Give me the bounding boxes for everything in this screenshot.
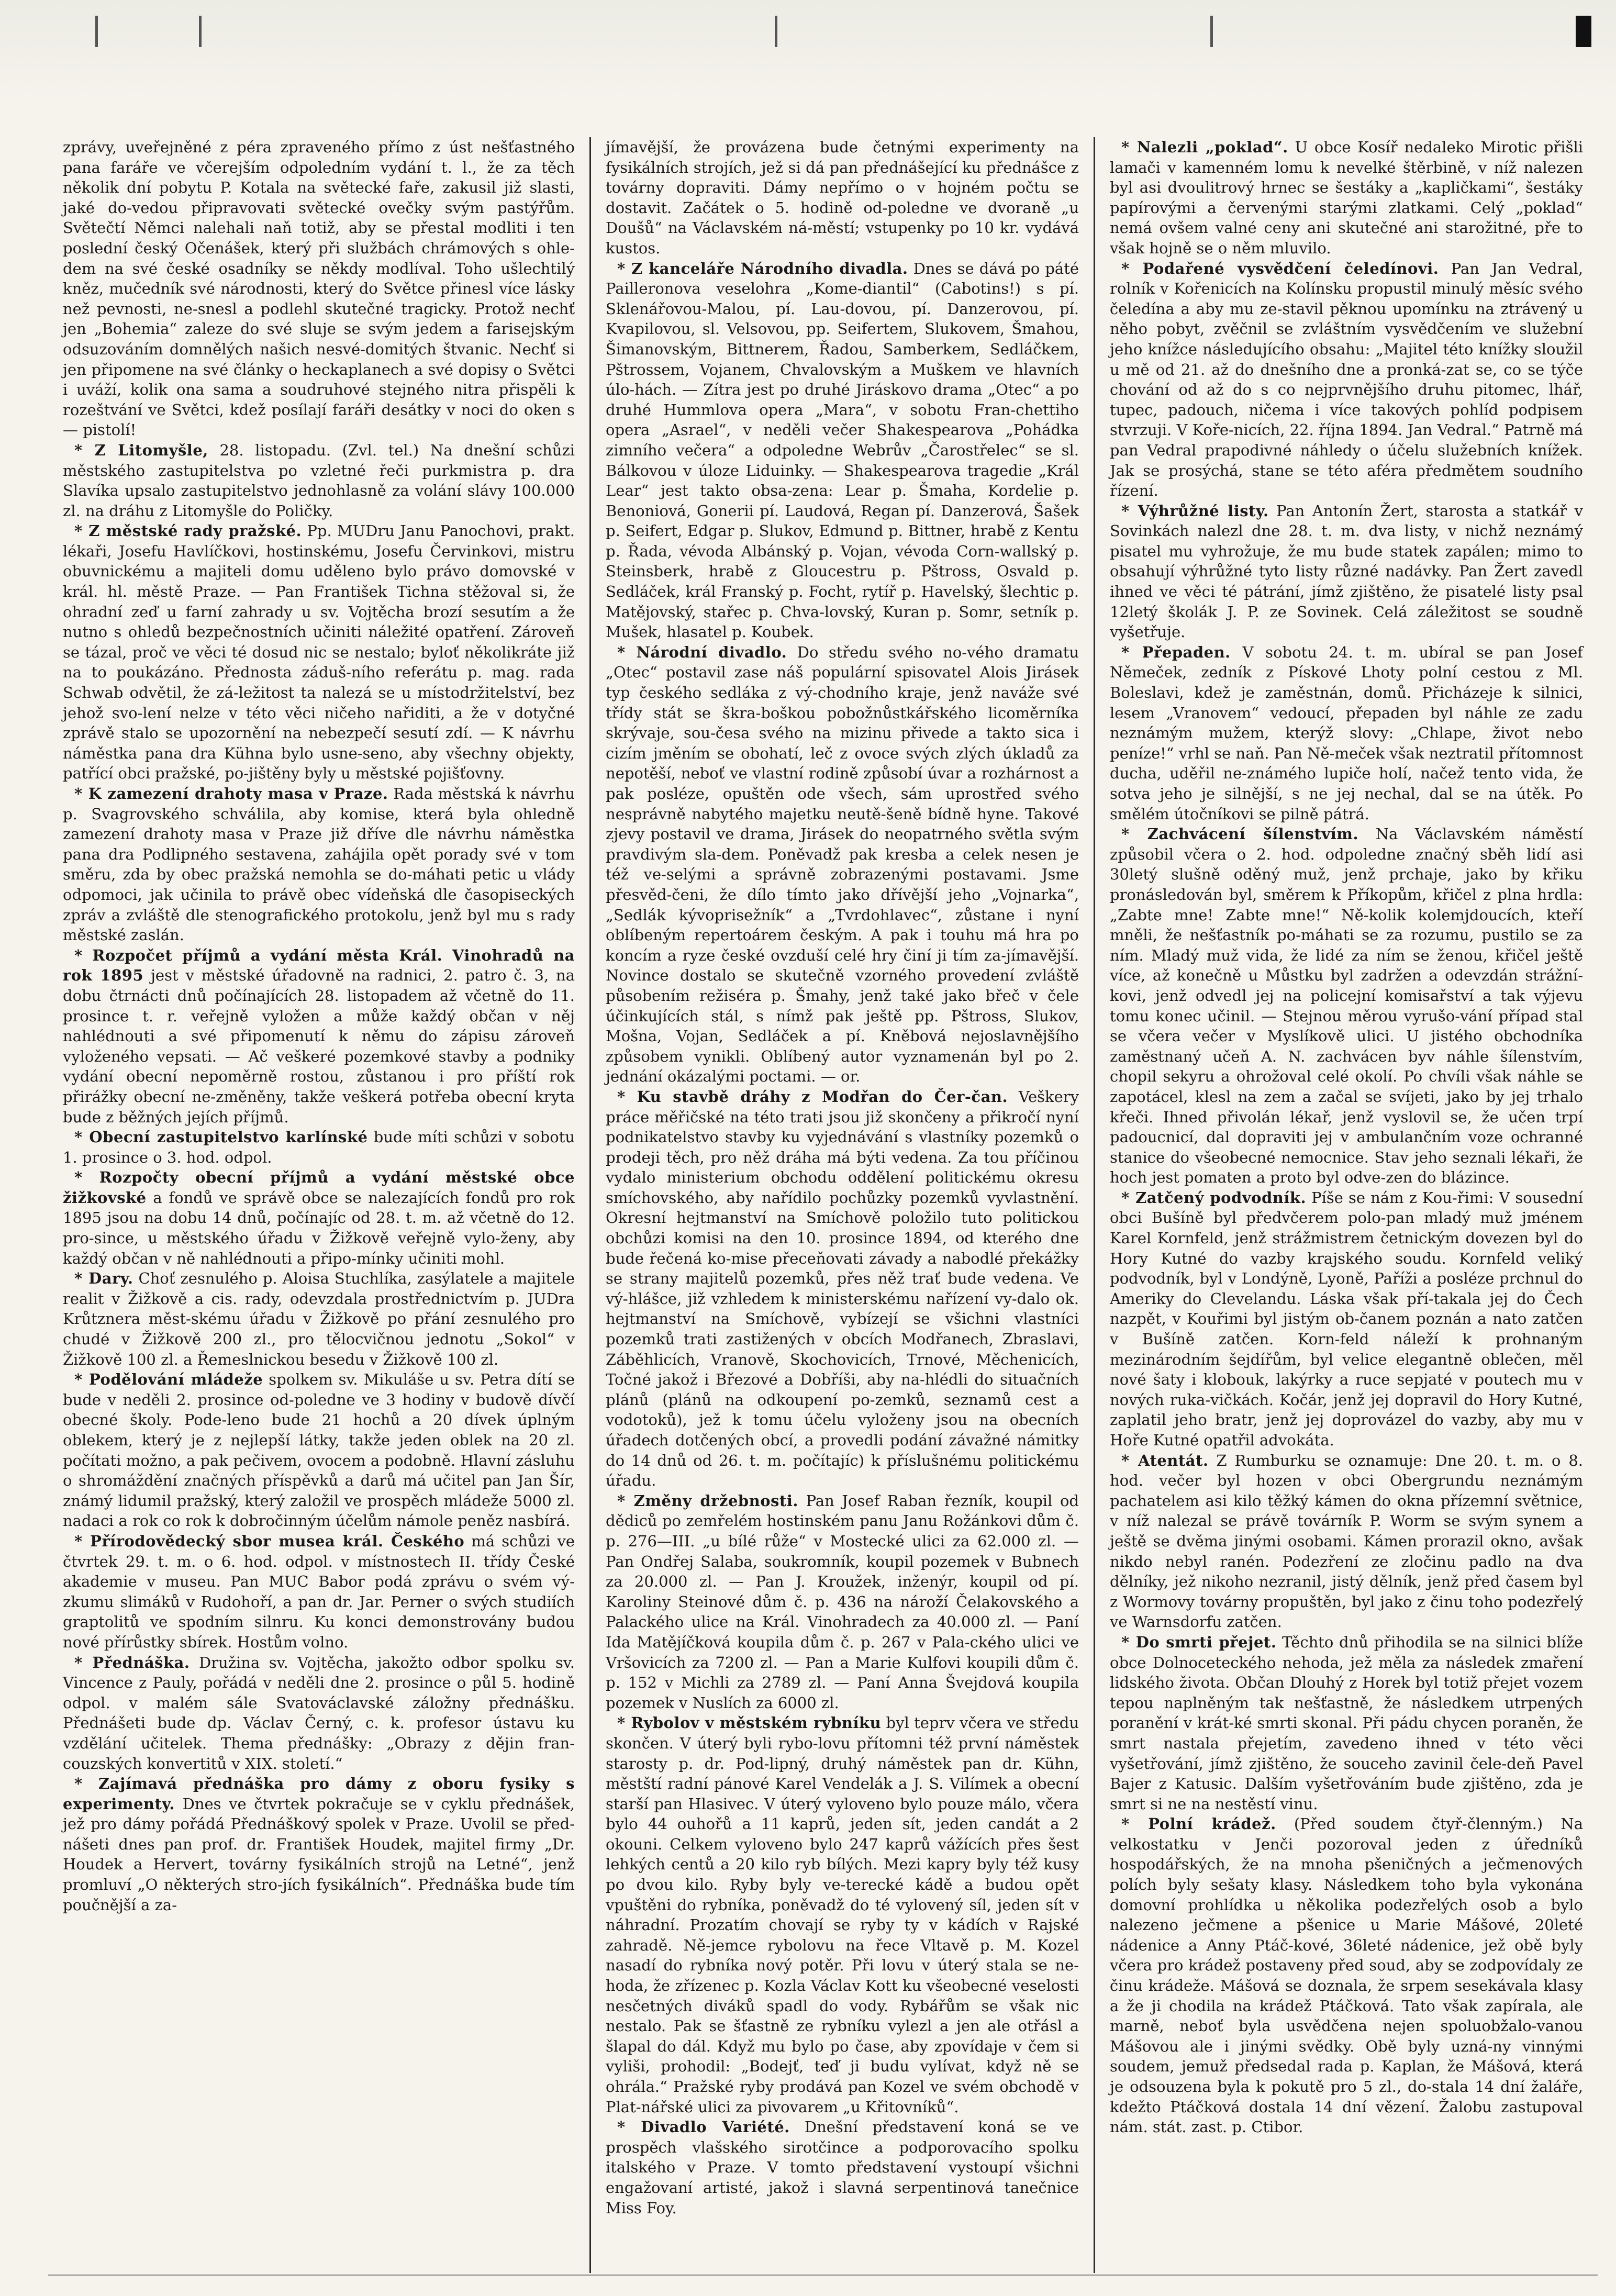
news-item-heading: * Rozpočet příjmů a vydání města Král. Vinohradů na rok 1895 [63, 946, 575, 985]
news-item-text: Dnes se dává po páté Pailleronova veselohra „Kome-diantil“ (Cabotins!) s pí. Sklenářovou-Malou, pí. Lau-dovou, pí. Danzerovou, pí. Kvapilovou, sl. Velsovou, pp. Seifertem, Slukovem, Šmahou, Šimanovským, Bittnerem, Řadou, Samberkem, Sedláčkem, Pštrossem, Vojanem, Chvalovským a Muškem ve hlavních úlo-hách. — Zítra jest po druhé Jiráskovo drama „Otec“ a po druhé Hummlova opera „Mara“, v sobotu Fran-chettiho opera „Asrael“, v neděli večer Shakespearova „Pohádka zimního večera“ a odpoledne Webrův „Čarostřelec“ se sl. Bálkovou v úloze Liduinky. — Shakespearova tragedie „Král Lear“ jest takto obsa-zena: Lear p. Šmaha, Kordelie p. Benoniová, Gonerii pí. Laudová, Regan pí. Danzerová, Šašek p. Seifert, Edgar p. Slukov, Edmund p. Bittner, hrabě z Kentu p. Řada, vévoda Albánský p. Vojan, vévoda Corn-wallský p. Steinsberk, hrabě z Gloucestru p. Pštross, Osvald p. Sedláček, král Franský p. Focht, rytíř p. Havelský, šlechtic p. Matějovský, stařec p. Chva-lovský, Kuran p. Somr, setník p. Mušek, hlasatel p. Koubek. [606, 259, 1079, 641]
news-item [606, 2117, 1079, 2218]
news-item [63, 1167, 575, 1268]
news-item-text: má schůzi ve čtvrtek 29. t. m. o 6. hod. odpol. v místnostech II. třídy České akademie v museu. Pan MUC Babor podá zprávu o svém vý-zkumu slimáků v Rudohoří, a pan dr. Jar. Perner o svých studiích graptolitů ve spodním silnru. Ku konci demonstrovány budou nové přírůstky sbírek. Hostům volno. [63, 1532, 575, 1651]
news-item [606, 1087, 1079, 1491]
news-item [1110, 1814, 1583, 2137]
news-item-text: a fondů ve správě obce se nalezajících fondů pro rok 1895 jsou na dobu 14 dnů, počínajíc od 28. t. m. až včetně do 12. pro-since, u městského úřadu v Žižkově veřejně vylo-ženy, aby každý občan v ně nahlédnouti a připo-mínky učiniti mohl. [63, 1188, 575, 1267]
news-item-text: Dnešní představení koná se ve prospěch vlašského sirotčince a podporovacího spolku italského v Praze. V tomto představení vystoupí všichni engažovaní artisté, jakož i slavná serpentinová tanečnice Miss Foy. [606, 2118, 1079, 2217]
news-item-heading: * Ku stavbě dráhy z Modřan do Čer-čan. [617, 1087, 1008, 1106]
news-item [606, 1713, 1079, 2117]
news-item-text: Pan Jan Vedral, rolník v Kořenicích na Kolínsku propustil minulý měsíc svého čeledína a aby mu ze-stavil pěknou upomínku na ztrávený u něho pobyt, zvěčnil se zvláštním vysvědčením ve služební jeho knížce následujícího obsahu: „Majitel této knížky sloužil u mě od 21. až do dnešního dne a pronká-zat se, co se týče chování od až do s co nejprvnějšího druhu pitomec, lhář, tupec, padouch, ničema i více takových pohlíd podpisem stvrzuji. V Koře-nicích, 22. října 1894. Jan Vedral.“ Patrně má pan Vedral prapodivné náhledy o účelu služebních knížek. Jak se prosýchá, stane se této aféra předmětem soudního řízení. [1110, 259, 1584, 500]
news-item [1110, 259, 1583, 501]
page-edge-mark [1576, 16, 1591, 47]
news-item-heading: * Polní krádež. [1121, 1815, 1276, 1833]
news-item [1110, 1632, 1583, 1814]
page-edge-mark [199, 16, 202, 47]
news-item-heading: * Z kanceláře Národního divadla. [617, 259, 908, 277]
page-top-margin [0, 0, 1616, 99]
news-item-text: Pan Antonín Žert, starosta a statkář v Sovinkách nalezl dne 28. t. m. dva listy, v nichž neznámý pisatel mu vyhrožuje, že mu bude statek zapálen; mimo to obsahují výhrůžné tyto listy různé nadávky. Pan Žert zavedl ihned ve věci té pátrání, jímž zjištěno, že pisatelé listy psal 12letý školák J. P. ze Sovinek. Celá záležitost se soudně vyšetřuje. [1110, 501, 1584, 641]
news-item [1110, 137, 1583, 259]
news-item-text: jímavější, že provázena bude četnými experimenty na fysikálních strojích, jež si dá pan přednášející ku přednášce z továrny dopraviti. Dámy nepřímo o v hojném počtu se dostavit. Začátek o 5. hodině od-poledne ve dvoraně „u Doušů“ na Václavském ná-městí; vstupenky po 10 kr. vydává kustos. [606, 138, 1079, 257]
news-item-heading: * K zamezení drahoty masa v Praze. [74, 785, 388, 803]
news-item-heading: * Nalezli „poklad“. [1121, 138, 1288, 156]
news-item-text: zprávy, uveřejněné z péra zpraveného přímo z úst nešťastného pana faráře ve včerejším odpoledním vydání t. l., že za těch několik dní pobytu P. Kotala na světecké faře, zakusil již slasti, jaké do-vedou připravovati světecké ovečky svým pastýřům. Světečtí Němci nalehali naň totiž, aby se přestal modliti i ten poslední český Očenášek, který při službách chrámových s ohle-dem na své české osadníky se někdy modlíval. Toho ušlechtilý kněz, mučedník své národnosti, který do Světce přinesl více lásky než pevnosti, ne-snesl a podlehl skutečné tragicky. Protož nechť jen „Bohemia“ zaleze do své sluje se svým jedem a farisejským odsuzováním domnělých našich nesvé-domitých štvanic. Nechť si jen připomene na své články o heckaplanech a své dopisy o Světci i uváží, kolik ona sama a soudruhové stejného nitra přispěli k rozeštvání ve Světci, kdež posílají faráři desátky v noci do oken s — pistolí! [63, 138, 575, 439]
news-item-heading: * Rozpočty obecní příjmů a vydání městské obce žižkovské [63, 1168, 575, 1207]
news-item-heading: * Do smrti přejet. [1121, 1633, 1277, 1651]
news-item-text: Do středu svého no-vého dramatu „Otec“ postavil zase náš populární spisovatel Alois Jirásek typ českého sedláka z vý-chodního kraje, jenž naváže své třídy stát se škra-boškou pobožnůstkářského licoměrníka skrývaje, sou-česa svého na mizinu přivede a takto sica i cizím jměním se obohatí, leč z ovoce svých zlých úkladů za nepotěší, neboť ve vlastní rodině způsobí úvar a rozhárnost a pak posléze, opuštěn ode všech, sám uprostřed svého nesprávně nabytého majetku neutě-šeně bídně hyne. Takové zjevy postavil ve drama, Jirásek do neopatrného světla svým pravdivým sla-dem. Poněvadž pak kresba a celek nesen je též ve-selými a správně zobrazenými postavami. Jsme přesvěd-čeni, že dílo tímto jako dřívější jeho „Vojnarka“, „Sedlák kývoprisežník“ a „Tvrdohlavec“, zůstane i nyní oblíbeným repertoárem českým. A pak i touhu má hra po koncím a ryze české ovzduší celé hry činí ji tím za-jímavější. Novince dostalo se skutečně vzorného provedení zvláště působením režiséra p. Šmahy, jenž také jako břeč v čele účinkujících stál, s nímž pak ještě pp. Pštross, Slukov, Mošna, Vojan, Sedláček a pí. Kněbová nejoslavnějšího způsobem vynikli. Oblíbený autor vyznamenán byl po 2. jednání okázalými poctami. — or. [606, 643, 1079, 1086]
news-item [63, 1127, 575, 1167]
news-item [63, 1369, 575, 1531]
news-item [606, 1491, 1079, 1713]
news-item-heading: * Výhrůžné listy. [1121, 501, 1269, 520]
news-item-text: Rada městská k návrhu p. Svagrovského schválila, aby komise, která byla ohledně zamezení drahoty masa v Praze již dříve dle návrhu náměstka pana dra Podlipného sestavena, zahájila opět porady své v tom směru, zda by obec pražská nemohla se do-máhati petic u vlády odpomoci, jak učinila to právě obec vídeňská dle časopiseckých zpráv a zvláště dle stenografického protokolu, jenž byl mu s rady městské zaslán. [63, 785, 575, 944]
news-item [1110, 501, 1583, 642]
article-columns [48, 137, 1598, 2273]
news-item-text: byl teprv včera ve středu skončen. V úterý byli rybo-lovu přítomni též první náměstek starosty p. dr. Pod-lipný, druhý náměstek pan dr. Kühn, městští radní pánové Karel Vendelák a J. S. Vilímek a obecní starší pan Hlasivec. V úterý vyloveno bylo pouze málo, včera bylo 44 ouhořů a 11 kaprů, jeden sít, jeden candát a 2 okouni. Celkem vyloveno bylo 247 kaprů vážících přes šest lehkých centů a 20 kilo ryb bílých. Mezi kapry byly též kusy po dvou kilo. Ryby byly ve-terecké kádě a budou opět vpuštěni do rybníka, poněvadž do té vylovený síl, jeden sít v náhradní. Prozatím chovají se ryby ty v kádích v Rajské zahradě. Ně-jemce rybolovu na řece Vltavě p. M. Kozel nasadí do rybníka nový potěr. Při lovu v úterý stala se ne-hoda, že zřízenec p. Kozla Václav Kott ku všeobecné veselosti nesčetných diváků spadl do vody. Rybářům se však nic nestalo. Pak se šťastně ze rybníku vylezl a jen ale otřásl a šlapal do dál. Když mu bylo po čase, aby zpovídaje v čem si vyliši, prohodil: „Bodejť, teď ji budu vylívat, když ně se ohrála.“ Pražské ryby prodává pan Kozel ve svém obchodě v Plat-nářské ulici za pivovarem „u Křitovníků“. [606, 1714, 1079, 2116]
page-edge-mark [1210, 16, 1213, 47]
column-3 [1094, 137, 1598, 2273]
news-item-text: Píše se nám z Kou-řimi: V sousední obci Bušíně byl předvčerem polo-pan mladý muž jménem Karel Kornfeld, jenž strážmistrem četnickým dovezen byl do Hory Kutné do vazby krajského soudu. Kornfeld veliký podvodník, byl v Londýně, Lyoně, Paříži a posléze prchnul do Ameriky do Clevelandu. Láska však pří-takala jej do Čech nazpět, v Kouřimi byl jistým ob-čanem poznán a nato zatčen v Bušíně zatčen. Korn-feld náleží k prohnaným mezinárodním šejdířům, byl velice elegantně oblečen, měl nové šaty i klobouk, lakýrky a ruce sepjaté v poutech mu v nových ruka-vičkách. Kočár, jenž jej dopravil do Hory Kutné, zaplatil jeho bratr, jenž jej doprovázel do vazby, aby mu v Hoře Kutné opatřil advokáta. [1110, 1188, 1583, 1449]
bottom-rule [48, 2275, 1598, 2276]
column-2 [589, 137, 1094, 2273]
news-item-heading: * Zajímavá přednáška pro dámy z oboru fysiky s experimenty. [63, 1775, 575, 1813]
news-item-heading: * Zatčený podvodník. [1121, 1188, 1307, 1207]
article-continuation [63, 137, 575, 440]
page-edge-mark [775, 16, 777, 47]
news-item-heading: * Z Litomyšle, [74, 441, 208, 459]
news-item-heading: * Dary. [74, 1269, 133, 1288]
news-item-text: Pan Josef Raban řezník, koupil od dědiců po zemřelém hostinském panu Janu Rožánkovi dům č. p. 276—III. „u bílé růže“ v Mostecké ulici za 62.000 zl. — Pan Ondřej Salaba, soukromník, koupil pozemek v Bubnech za 20.000 zl. — Pan J. Kroužek, inženýr, koupil od pí. Karoliny Steinové dům č. p. 436 na nároží Čelakovského a Palackého ulice na Král. Vinohradech za 40.000 zl. — Paní Ida Matějíčková koupila dům č. p. 267 v Pala-ckého ulici ve Vršovicích za 7200 zl. — Pan a Marie Kulfovi koupili dům č. p. 152 v Michli za 2789 zl. — Paní Anna Švejdová koupila pozemek v Nuslích za 6000 zl. [606, 1491, 1079, 1712]
news-item-heading: * Z městské rady pražské. [74, 522, 302, 540]
news-item-heading: * Obecní zastupitelstvo karlínské [74, 1128, 368, 1146]
news-item-text: V sobotu 24. t. m. ubíral se pan Josef Němeček, zedník z Pískové Lhoty polní cestou z Ml. Boleslavi, kdež je zaměstnán, domů. Přicházeje k silnici, lesem „Vranovem“ vedoucí, přepaden byl náhle ze zadu neznámým mužem, kterýž slovy: „Chlape, život nebo peníze!“ vrhl se naň. Pan Ně-meček však neztratil přítomnost ducha, uděřil ne-známého lupiče holí, načež tento vida, že sotva jeho je silnější, s ne jej nechal, dal se na útěk. Po smělém útočníkovi se pilně pátrá. [1110, 643, 1584, 823]
news-item [1110, 824, 1583, 1188]
news-item-heading: * Podařené vysvědčení čeledínovi. [1121, 259, 1439, 277]
news-item-text: Veškery práce měřičské na této trati jsou již skončeny a přikročí nyní podnikatelstvo stavby ku vyjednávání s vlastníky pozemků o prodeji těch, pro něž dráha má býti vedena. Za tou příčinou vydalo ministerium obchodu oddělení politickému okresu smíchovského, aby nařídilo pochůzky pozemků vyvlastnění. Okresní hejtmanství na Smíchově položilo tuto politickou obchůzi komisi na den 10. prosince 1894, od kterého dne bude řečená ko-mise přeceňovati závady a nabodlé překážky se strany majitelů pozemků, přes něž trať bude vedena. Ve vý-hlášce, již vzhledem k ministerskému nařízení vy-dalo ok. hejtmanství na Smíchově, vybízejí se všichni vlastníci pozemků trati zastižených v obcích Modřanech, Zbraslavi, Záběhlicích, Vranově, Skochovicích, Trnové, Měchenicích, Točné jakož i Březové a Dobříši, aby na-hlédli do situačních plánů (plánů na odkoupení po-zemků, seznamů cest a vodotoků), jež k tomu účelu vyloženy jsou na obecních úřadech dotčených obcí, a provedli podání závažné námitky do 14 dnů od 26. t. m. počítajíc) k příslušnému politickému úřadu. [606, 1087, 1079, 1490]
news-item-text: Pp. MUDru Janu Panochovi, prakt. lékaři, Josefu Havlíčkovi, hostinskému, Josefu Červinkovi, mistru obuvnickému a majiteli domu uděleno bylo právo domovské v král. hl. městě Praze. — Pan František Tichna stěžoval si, že ohradní zeď u farní zahrady u sv. Vojtěcha brozí sesutím a že nutno s ohledů bezpečnostních učiniti náležité opatření. Zároveň se tázal, proč ve věci té dosud nic se nestalo; byloť několikráte již na to poukázáno. Přednosta záduš-ního referátu p. mag. rada Schwab odvětil, že zá-ležitost ta nalezá se u místodržitelství, bez jehož svo-lení nelze v této věci ničeho nařiditi, a že v dotyčné zprávě stalo se upozornění na nebezpečí sesutí zdí. — K návrhu náměstka pana dra Kühna bylo usne-seno, aby všechny objekty, patřící obci pražské, po-jištěny byly u městské pojišťovny. [63, 522, 575, 783]
news-item-heading: * Rybolov v městském rybníku [617, 1714, 882, 1732]
news-item-text: Z Rumburku se oznamuje: Dne 20. t. m. o 8. hod. večer byl hozen v obci Obergrundu neznámým pachatelem asi kilo těžký kámen do okna přízemní světnice, v níž nalezal se právě továrník P. Worm se svým synem a ještě se dvěma jinými osobami. Kámen prorazil okno, avšak nikdo nebyl ranén. Podezření ze zločinu padlo na dva dělníky, jež nikoho nezranil, jistý dělník, jenž před časem byl z Wormovy továrny propuštěn, byl jako z činu toho podezřelý ve Warnsdorfu zatčen. [1110, 1451, 1583, 1631]
news-item-heading: * Podělování mládeže [74, 1370, 263, 1389]
news-item-heading: * Změny držebnosti. [617, 1491, 798, 1510]
news-item [63, 440, 575, 521]
news-item-heading: * Přírodovědecký sbor musea král. Českého [74, 1532, 465, 1550]
news-item-heading: * Národní divadlo. [617, 643, 787, 661]
news-item [63, 1653, 575, 1774]
news-item-text: (Před soudem čtyř-členným.) Na velkostatku v Jenči pozoroval jeden z úředníků hospodářských, že na mnoha pšeničných a ječmenových polích byly sešaty klasy. Následkem toho byla vykonána domovní prohlídka u několika podezřelých osob a bylo nalezeno ječmene a pšenice u Marie Mášové, 20leté nádenice a Anny Ptáč-kové, 36leté nádenice, jež obě byly včera pro krádež postaveny před soud, aby se zodpovídaly ze činu krádeže. Mášová se doznala, že srpem sesekávala klasy a že ji chodila na krádež Ptáčková. Tato však zapírala, ale marně, neboť byla usvědčena nejen spoluobžalo-vanou Mášovou ale i jinými svědky. Obě byly uzná-ny vinnými soudem, jemuž předsedal rada p. Kaplan, že Mášová, která je odsouzena byla k pokutě pro 5 zl., do-stala 14 dní žaláře, kdežto Ptáčková dostala 14 dní vězení. Žalobu zastupoval nám. stát. zast. p. Ctibor. [1110, 1815, 1583, 2136]
news-item [1110, 642, 1583, 824]
news-item-text: spolkem sv. Mikuláše u sv. Petra dítí se bude v neděli 2. prosince od-poledne ve 3 hodiny v budově dívčí obecné školy. Pode-leno bude 21 hochů a 20 dívek úplným oblekem, který je z nejlepší látky, takže jeden oblek na 20 zl. počítati možno, a pak pečivem, ovocem a podobně. Hlavní zásluhu o shromáždění značných příspěvků a darů má učitel pan Jan Šír, známý lidumil pražský, který založil ve prospěch mládeže 5000 zl. nadaci a rok co rok k dobročinným účelům námole peněz nasbírá. [63, 1370, 575, 1530]
article-continuation [606, 137, 1079, 259]
news-item [63, 1268, 575, 1369]
news-item-text: Družina sv. Vojtěcha, jakožto odbor spolku sv. Vincence z Pauly, pořádá v neděli dne 2. prosince o půl 5. hodině odpol. v malém sále Svatováclavské záložny přednášku. Přednášeti bude dp. Václav Černý, c. k. profesor ústavu ku vzdělání učitelek. Thema přednášky: „Obrazy z dějin fran-couzských konvertitů v XIX. století.“ [63, 1653, 575, 1773]
news-item [606, 259, 1079, 642]
page-edge-mark [95, 16, 98, 47]
news-item-heading: * Přednáška. [74, 1653, 190, 1671]
news-item [63, 945, 575, 1127]
news-item-text: U obce Kosíř nedaleko Mirotic přišli lamači v kamenném lomu k nevelké štěrbině, v níž nalezen byl asi dvoulitrový hrnec se šestáky a „kapličkami“, šestáky papírovými a červenými starými zlatkami. Celý „poklad“ nemá ovšem valné ceny ani skutečné ani starožitné, pře to však hojně se o něm mluvilo. [1110, 138, 1584, 257]
news-item [1110, 1188, 1583, 1451]
news-item-text: Těchto dnů přihodila se na silnici blíže obce Dolnoceteckého nehoda, jež měla za následek zmaření lidského života. Občan Dlouhý z Horek byl totiž přejet vozem tepou naplněným tak nešťastně, že následkem utrpených poranění v krát-ké smrti skonal. Při pádu chycen poraněn, že smrt nastala přejetím, zavedeno ihned v této věci vyšetřování, jímž zjištěno, že souceho zavinil čele-deň Pavel Bajer z Katusic. Dalším vyšetřováním bude zjištěno, zda je smrt si ne na nestěstí vinu. [1110, 1633, 1584, 1813]
news-item-text: 28. listopadu. (Zvl. tel.) Na dnešní schůzi městského zastupitelstva po vzletné řeči purkmistra p. dra Slavíka upsalo zastupitelstvo jednohlasně za volání slávy 100.000 zl. na dráhu z Litomyšle do Poličky. [63, 441, 575, 520]
news-item [63, 784, 575, 945]
news-item-text: Dnes ve čtvrtek pokračuje se v cyklu přednášek, jež pro dámy pořádá Přednáškový spolek v Praze. Uvolil se před-nášeti dnes pan prof. dr. František Houdek, majitel firmy „Dr. Houdek a Hervert, továrny fysikálních strojů na Letné“, jenž promluví „O některých stro-jích fysikálních“. Přednáška bude tím poučnější a za- [63, 1795, 575, 1914]
news-item-text: bude míti schůzi v sobotu 1. prosince o 3. hod. odpol. [63, 1128, 575, 1166]
news-item-text: Na Václavském náměstí způsobil včera o 2. hod. odpoledne značný sběh lidí asi 30letý slušně oděný muž, jenž prchaje, jako by křiku pronásledován byl, směrem k Příkopům, křičel z plna hrdla: „Zabte mne! Zabte mne!“ Ně-kolik kolemjdoucích, kteří mněli, že nešťastník po-máhati se za rozumu, pustilo se za ním. Mladý muž vida, že lidé za ním se ženou, křičel ještě více, až konečně u Můstku byl zadržen a odevzdán strážní-kovi, jenž odvedl jej na policejní komisařství a tak výjevu tomu konec učinil. — Stejnou měrou vyrušo-vání případ stal se včera večer v Myslíkově ulici. U jistého obchodníka zaměstnaný učeň A. N. zachvácen byv náhle šílenstvím, chopil sekyru a ohrožoval celé okolí. Po chvíli však náhle se zapotácel, klesl na zem a začal se svíjeti, jako by jej trhalo křeči. Ihned přivolán lékař, jenž vyslovil se, že učen trpí padoucnicí, dal dopraviti jej v ambulančním voze ochranné stanice do všeobecné nemocnice. Stav jeho seznali lékaři, že hoch jest pomaten a proto byl odve-zen do blázince. [1110, 825, 1583, 1187]
news-item-heading: * Atentát. [1121, 1451, 1209, 1469]
news-item-heading: * Divadlo Variété. [617, 2118, 790, 2136]
news-item-text: jest v městské úřadovně na radnici, 2. patro č. 3, na dobu čtrnácti dnů počínajících 28. listopadem až včetně do 11. prosince t. r. veřejně vyložen a může každý občan v něj nahlédnouti a své připomenutí k němu do zápisu zároveň vyloženého vepsati. — Ač veškeré pozemkové stavby a podniky vydání obecní nepoměrně rostou, zůstanou i pro příští rok přirážky obecní ne-změněny, takže veškerá potřeba obecní kryta bude z běžných jejích příjmů. [63, 966, 575, 1126]
news-item [63, 1774, 575, 1915]
news-item-text: Choť zesnulého p. Aloisa Stuchlíka, zasýlatele a majitele realit v Žižkově a cis. rady, odevzdala prostřednictvím p. JUDra Krůtznera měst-skému úřadu v Žižkově po přání zesnulého pro chudé v Žižkově 200 zl., pro tělocvičnou jednotu „Sokol“ v Žižkově 100 zl. a Řemeslnickou besedu v Žižkově 100 zl. [63, 1269, 575, 1368]
news-item [1110, 1451, 1583, 1632]
news-item-heading: * Zachvácení šílenstvím. [1121, 825, 1359, 843]
news-item [606, 642, 1079, 1087]
news-item [63, 521, 575, 784]
news-item-heading: * Přepaden. [1121, 643, 1231, 661]
news-item [63, 1531, 575, 1653]
column-1 [48, 137, 589, 2273]
